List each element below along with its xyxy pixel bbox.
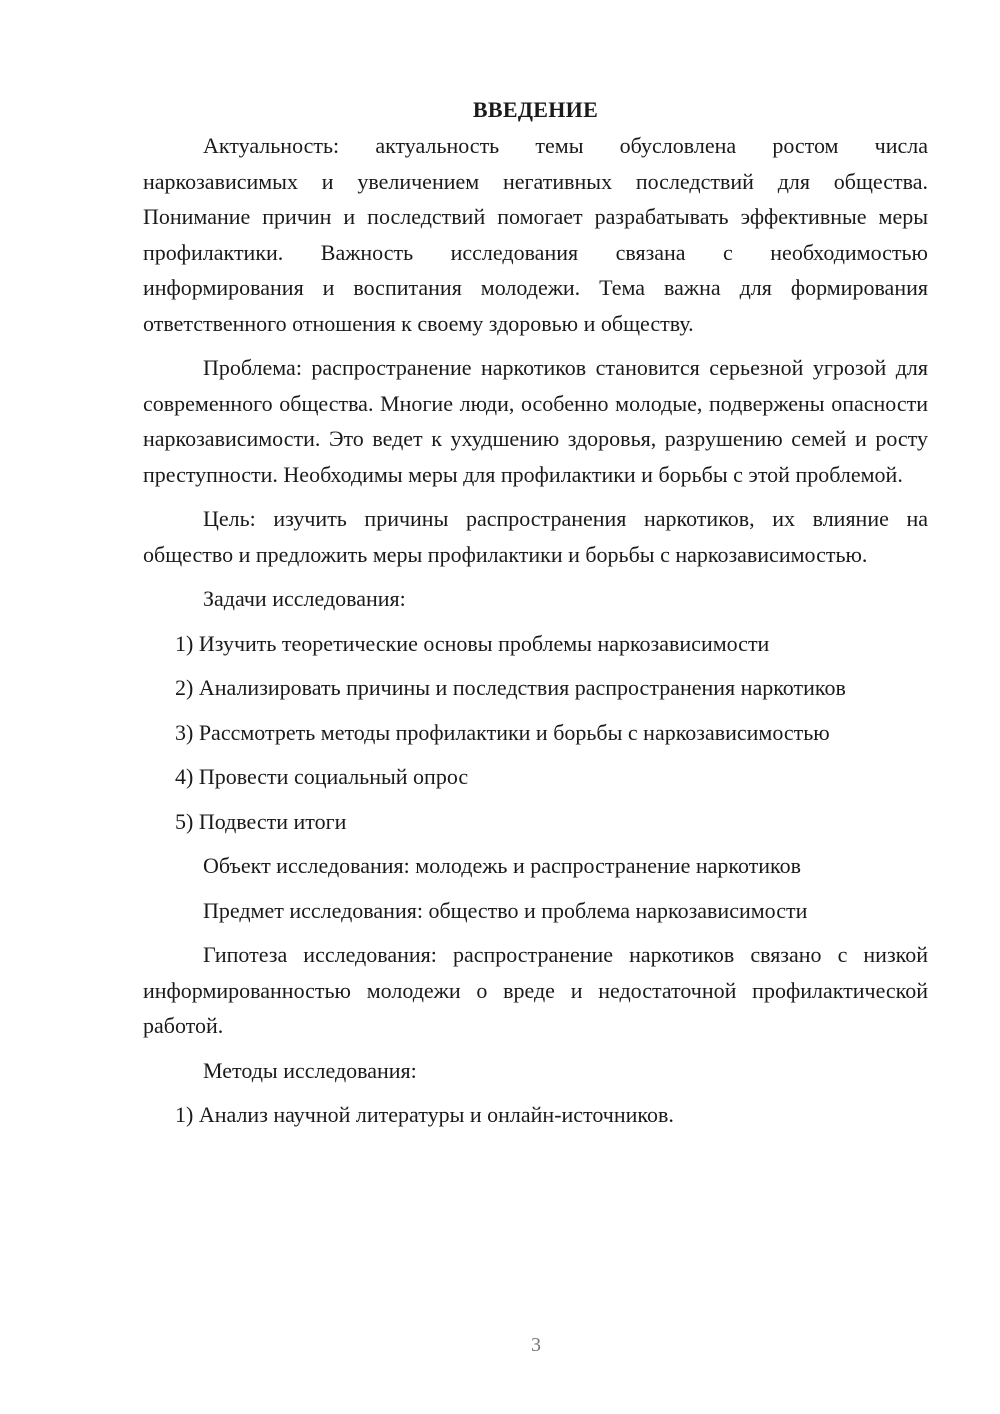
object-paragraph: Объект исследования: молодежь и распространение наркотиков <box>203 853 801 878</box>
goal-paragraph: Цель: изучить причины распространения наркотиков, их влияние на общество и предложить меры профилактики и борьбы с наркозависимостью. <box>143 506 928 567</box>
section-title: ВВЕДЕНИЕ <box>472 97 599 122</box>
method-item: 1) Анализ научной литературы и онлайн-источников. <box>175 1102 674 1127</box>
relevance-paragraph: Актуальность: актуальность темы обусловлена ростом числа наркозависимых и увеличением негативных последствий для общества. Понимание причин и последствий помогает разрабатывать эффективные меры профилактики. Важность исследования связана с необходимостью информирования и воспитания молодежи. Тема важна для формирования ответственного отношения к своему здоровью и обществу. <box>143 133 928 336</box>
problem-paragraph: Проблема: распространение наркотиков становится серьезной угрозой для современного общества. Многие люди, особенно молодые, подвержены опасности наркозависимости. Это ведет к ухудшению здоровья, разрушению семей и росту преступности. Необходимы меры для профилактики и борьбы с этой проблемой. <box>143 355 928 487</box>
task-item: 4) Провести социальный опрос <box>175 764 469 789</box>
task-item: 1) Изучить теоретические основы проблемы наркозависимости <box>175 630 770 656</box>
task-item: 5) Подвести итоги <box>175 808 347 834</box>
task-item: 3) Рассмотреть методы профилактики и борьбы с наркозависимостью <box>175 719 830 745</box>
task-item: 2) Анализировать причины и последствия распространения наркотиков <box>175 675 846 700</box>
tasks-heading: Задачи исследования: <box>203 586 406 611</box>
subject-paragraph: Предмет исследования: общество и проблема наркозависимости <box>203 897 808 923</box>
document-page <box>143 92 928 1133</box>
page-number: 3 <box>531 1334 541 1356</box>
hypothesis-paragraph: Гипотеза исследования: распространение наркотиков связано с низкой информированностью молодежи о вреде и недостаточной профилактической работой. <box>143 942 928 1038</box>
methods-heading: Методы исследования: <box>203 1057 417 1083</box>
